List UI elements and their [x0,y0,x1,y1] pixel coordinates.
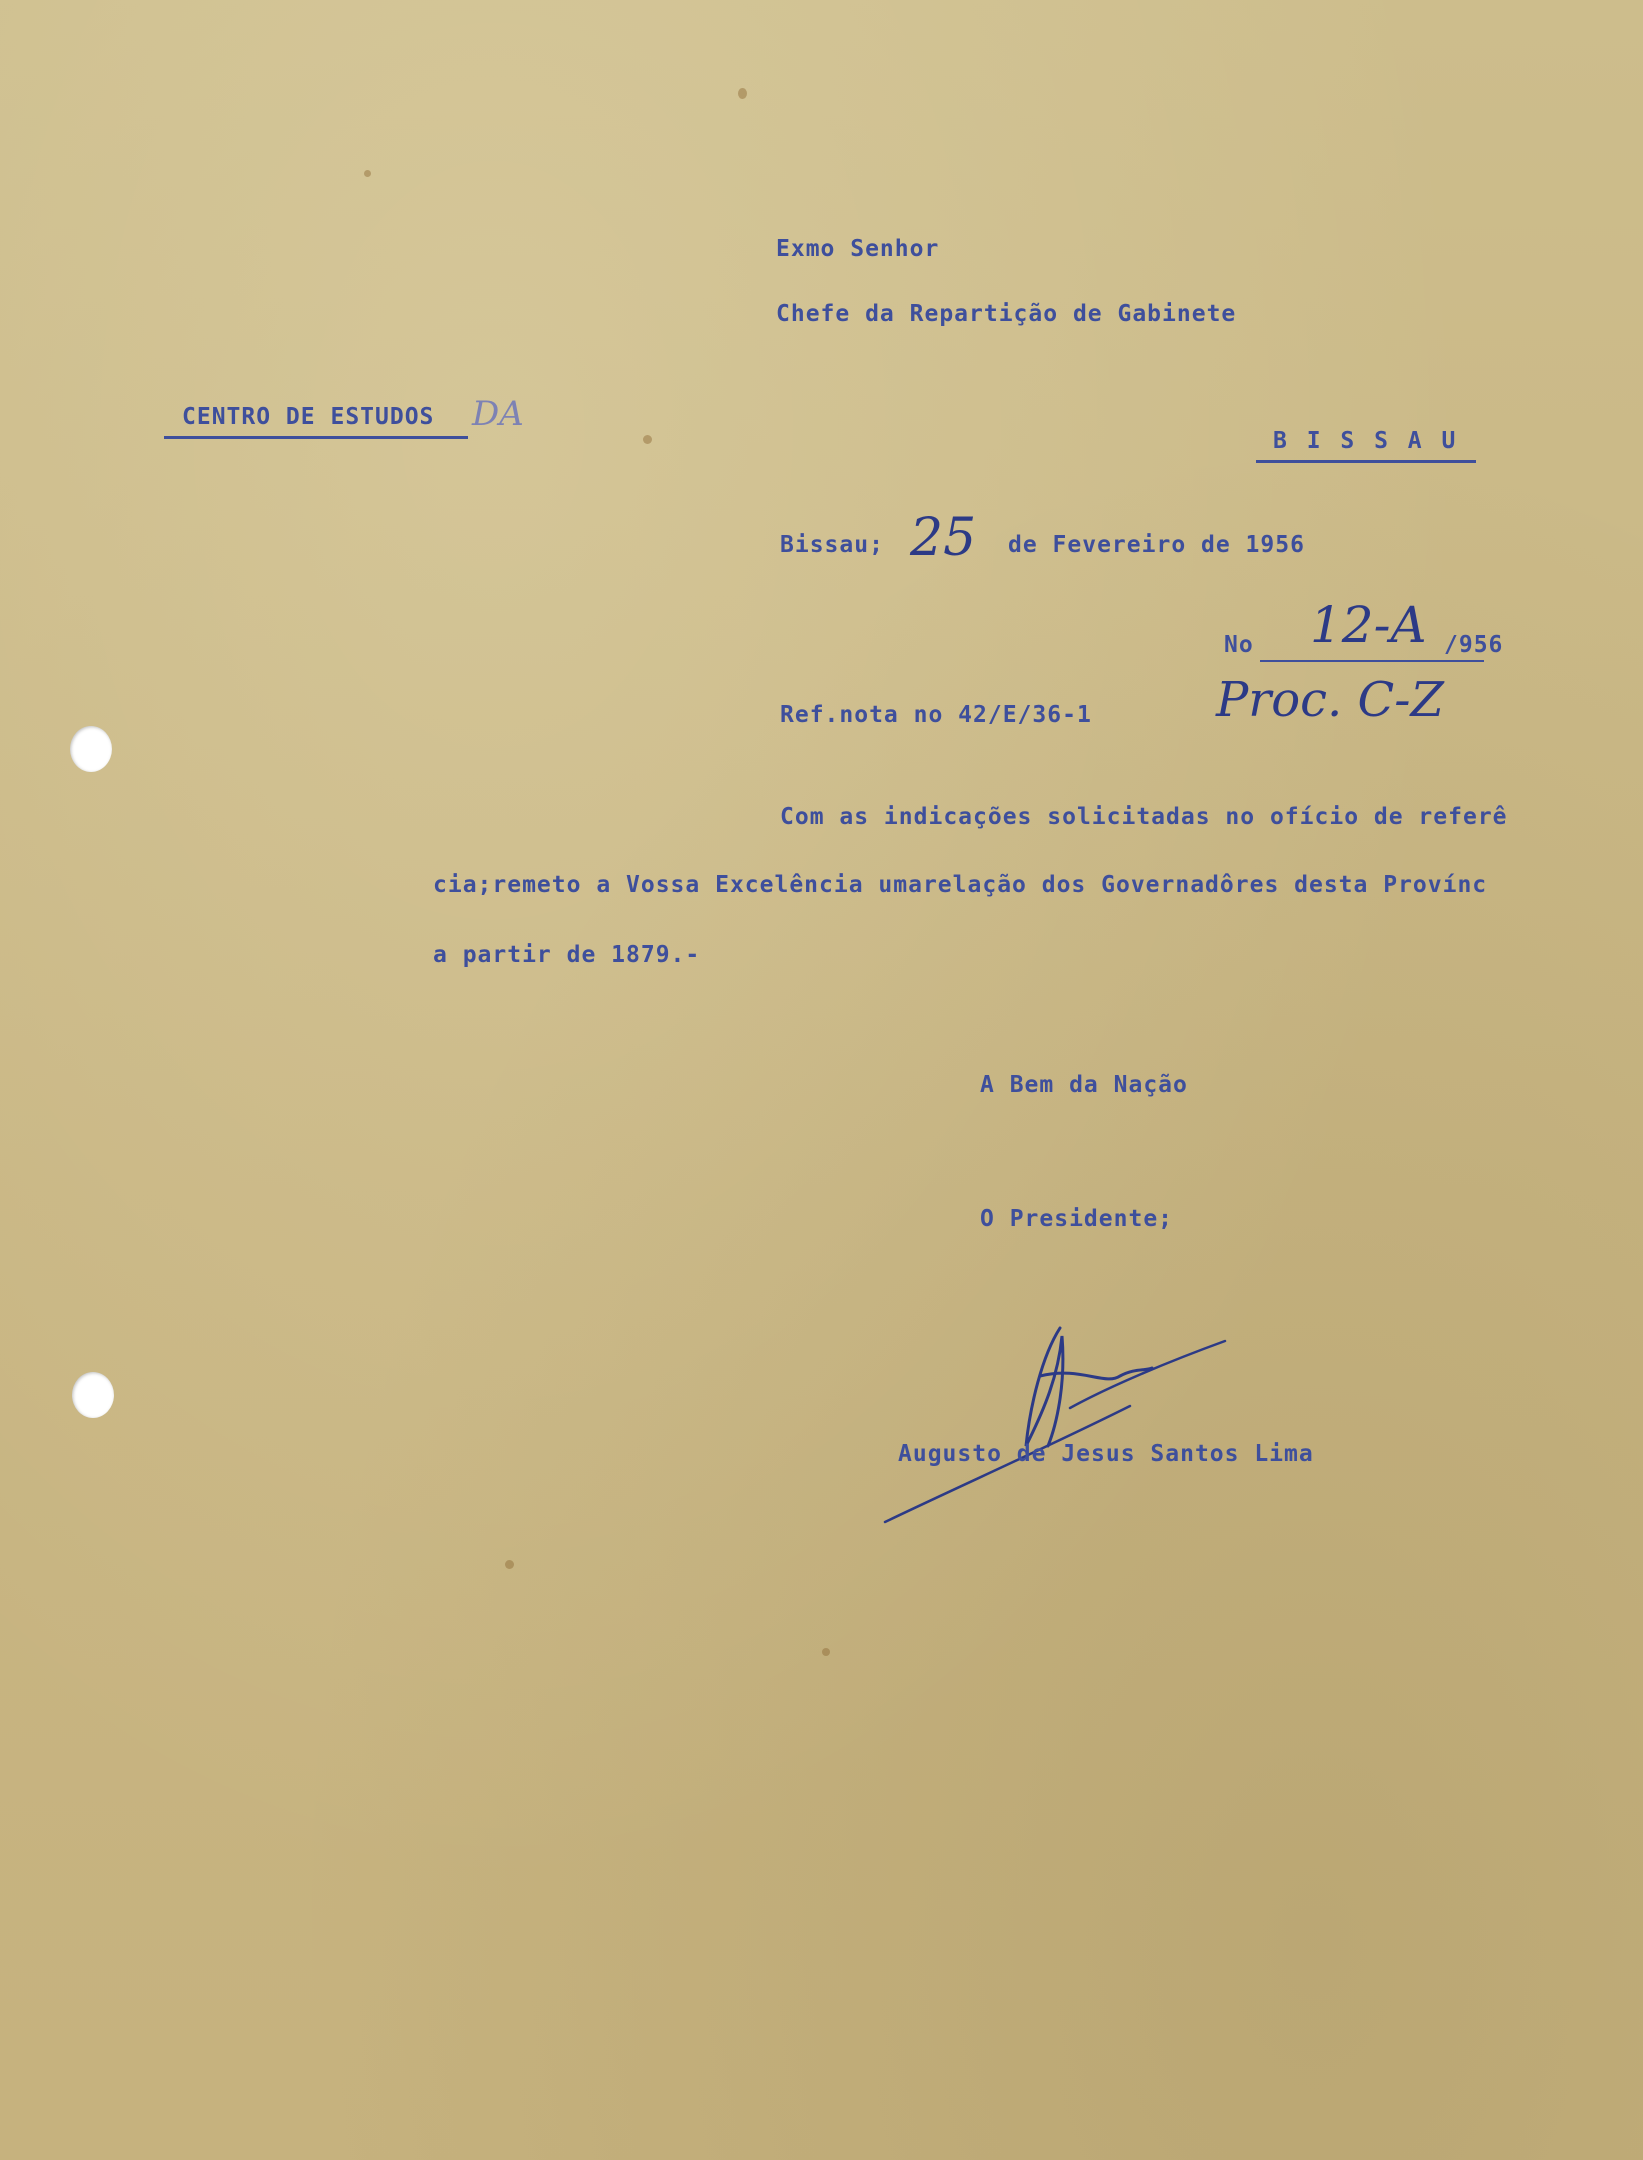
date-suffix: de Fevereiro de 1956 [1008,532,1305,558]
handwritten-signature [870,1316,1230,1546]
signatory-title: O Presidente; [980,1206,1174,1232]
city-underline [1256,460,1476,463]
process-handwritten: Proc. C-Z [1216,672,1444,728]
number-suffix: /956 [1444,632,1504,658]
body-line-3: a partir de 1879.- [433,942,701,968]
paper-stain [822,1648,830,1656]
number-prefix: No [1224,632,1254,658]
number-handwritten: 12-A [1310,596,1427,654]
addressee-title: Exmo Senhor [776,236,940,262]
date-day-handwritten: 25 [910,508,977,568]
sender-heading: CENTRO DE ESTUDOS [182,404,435,430]
paper-stain [505,1560,514,1569]
signatory-name: Augusto de Jesus Santos Lima [898,1441,1314,1467]
paper-stain [364,170,371,177]
sender-handwritten-note: DA [472,394,524,434]
body-line-2: cia;remeto a Vossa Excelência umarelação dos Governadôres desta Provínc [433,872,1488,898]
punch-hole-top [70,726,112,772]
paper-stain [643,435,652,444]
reference-line: Ref.nota no 42/E/36-1 [780,702,1092,728]
body-line-1: Com as indicações solicitadas no ofício de referê [780,804,1508,830]
addressee-city: B I S S A U [1273,428,1459,454]
addressee-office: Chefe da Repartição de Gabinete [776,301,1237,327]
closing-formula: A Bem da Nação [980,1072,1188,1098]
punch-hole-bottom [72,1372,114,1418]
date-prefix: Bissau; [780,532,884,558]
sender-underline [164,436,468,439]
paper-stain [738,88,747,99]
number-underline [1260,660,1484,662]
